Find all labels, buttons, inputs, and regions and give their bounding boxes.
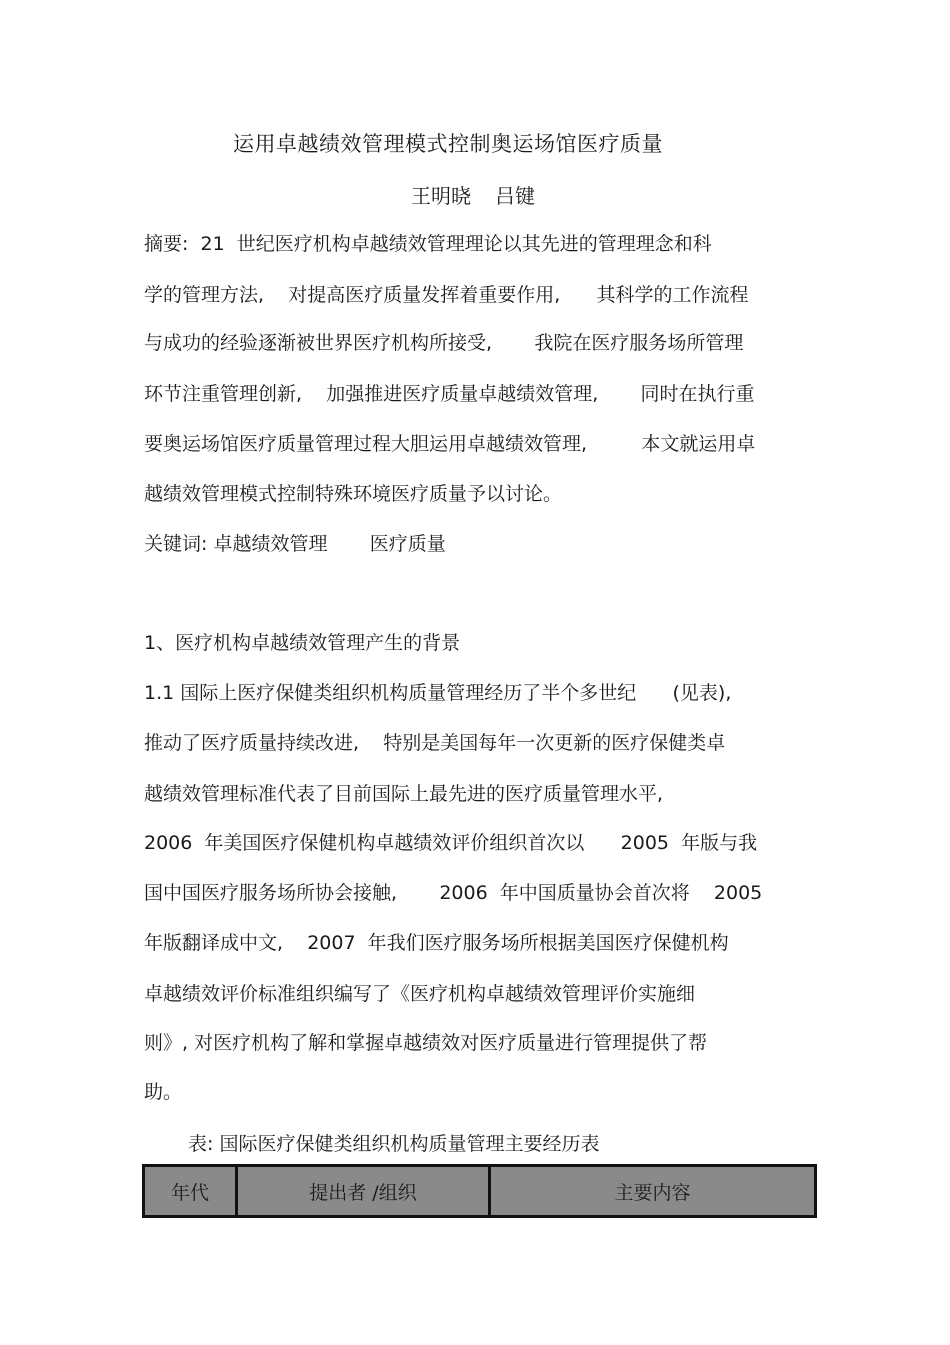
abstract-line: 环节注重管理创新, 加强推进医疗质量卓越绩效管理, 同时在执行重	[144, 383, 755, 405]
history-table	[142, 1164, 817, 1218]
document-title: 运用卓越绩效管理模式控制奥运场馆医疗质量	[233, 132, 663, 156]
keywords: 关键词: 卓越绩效管理 医疗质量	[144, 533, 446, 555]
authors	[0, 180, 946, 209]
table-caption: 表: 国际医疗保健类组织机构质量管理主要经历表	[188, 1133, 600, 1155]
author-name: 王明晓	[411, 184, 471, 208]
body-line: 2006 年美国医疗保健机构卓越绩效评价组织首次以 2005 年版与我	[144, 832, 758, 854]
section-heading: 1、医疗机构卓越绩效管理产生的背景	[144, 632, 461, 654]
table-header-row	[144, 1166, 816, 1217]
abstract-line: 与成功的经验逐渐被世界医疗机构所接受, 我院在医疗服务场所管理	[144, 332, 744, 354]
abstract-line: 越绩效管理模式控制特殊环境医疗质量予以讨论。	[144, 483, 563, 505]
body-line: 越绩效管理标准代表了目前国际上最先进的医疗质量管理水平,	[144, 783, 664, 805]
author-name: 吕键	[495, 184, 535, 208]
body-line: 年版翻译成中文, 2007 年我们医疗服务场所根据美国医疗保健机构	[144, 932, 729, 954]
body-line: 推动了医疗质量持续改进, 特别是美国每年一次更新的医疗保健类卓	[144, 732, 726, 754]
header-cell-content: 主要内容	[490, 1166, 816, 1217]
body-line: 则》, 对医疗机构了解和掌握卓越绩效对医疗质量进行管理提供了帮	[144, 1032, 708, 1054]
body-line: 1.1 国际上医疗保健类组织机构质量管理经历了半个多世纪 (见表),	[144, 682, 732, 704]
header-cell-year: 年代	[144, 1166, 237, 1217]
header-cell-proposer: 提出者 /组织	[237, 1166, 490, 1217]
body-line: 助。	[144, 1081, 183, 1103]
body-line: 国中国医疗服务场所协会接触, 2006 年中国质量协会首次将 2005	[144, 882, 763, 904]
abstract-line: 摘要: 21 世纪医疗机构卓越绩效管理理论以其先进的管理理念和科	[144, 233, 712, 255]
abstract-line: 学的管理方法, 对提高医疗质量发挥着重要作用, 其科学的工作流程	[144, 284, 749, 306]
body-line: 卓越绩效评价标准组织编写了《医疗机构卓越绩效管理评价实施细	[144, 983, 696, 1005]
abstract-line: 要奥运场馆医疗质量管理过程大胆运用卓越绩效管理, 本文就运用卓	[144, 433, 756, 455]
